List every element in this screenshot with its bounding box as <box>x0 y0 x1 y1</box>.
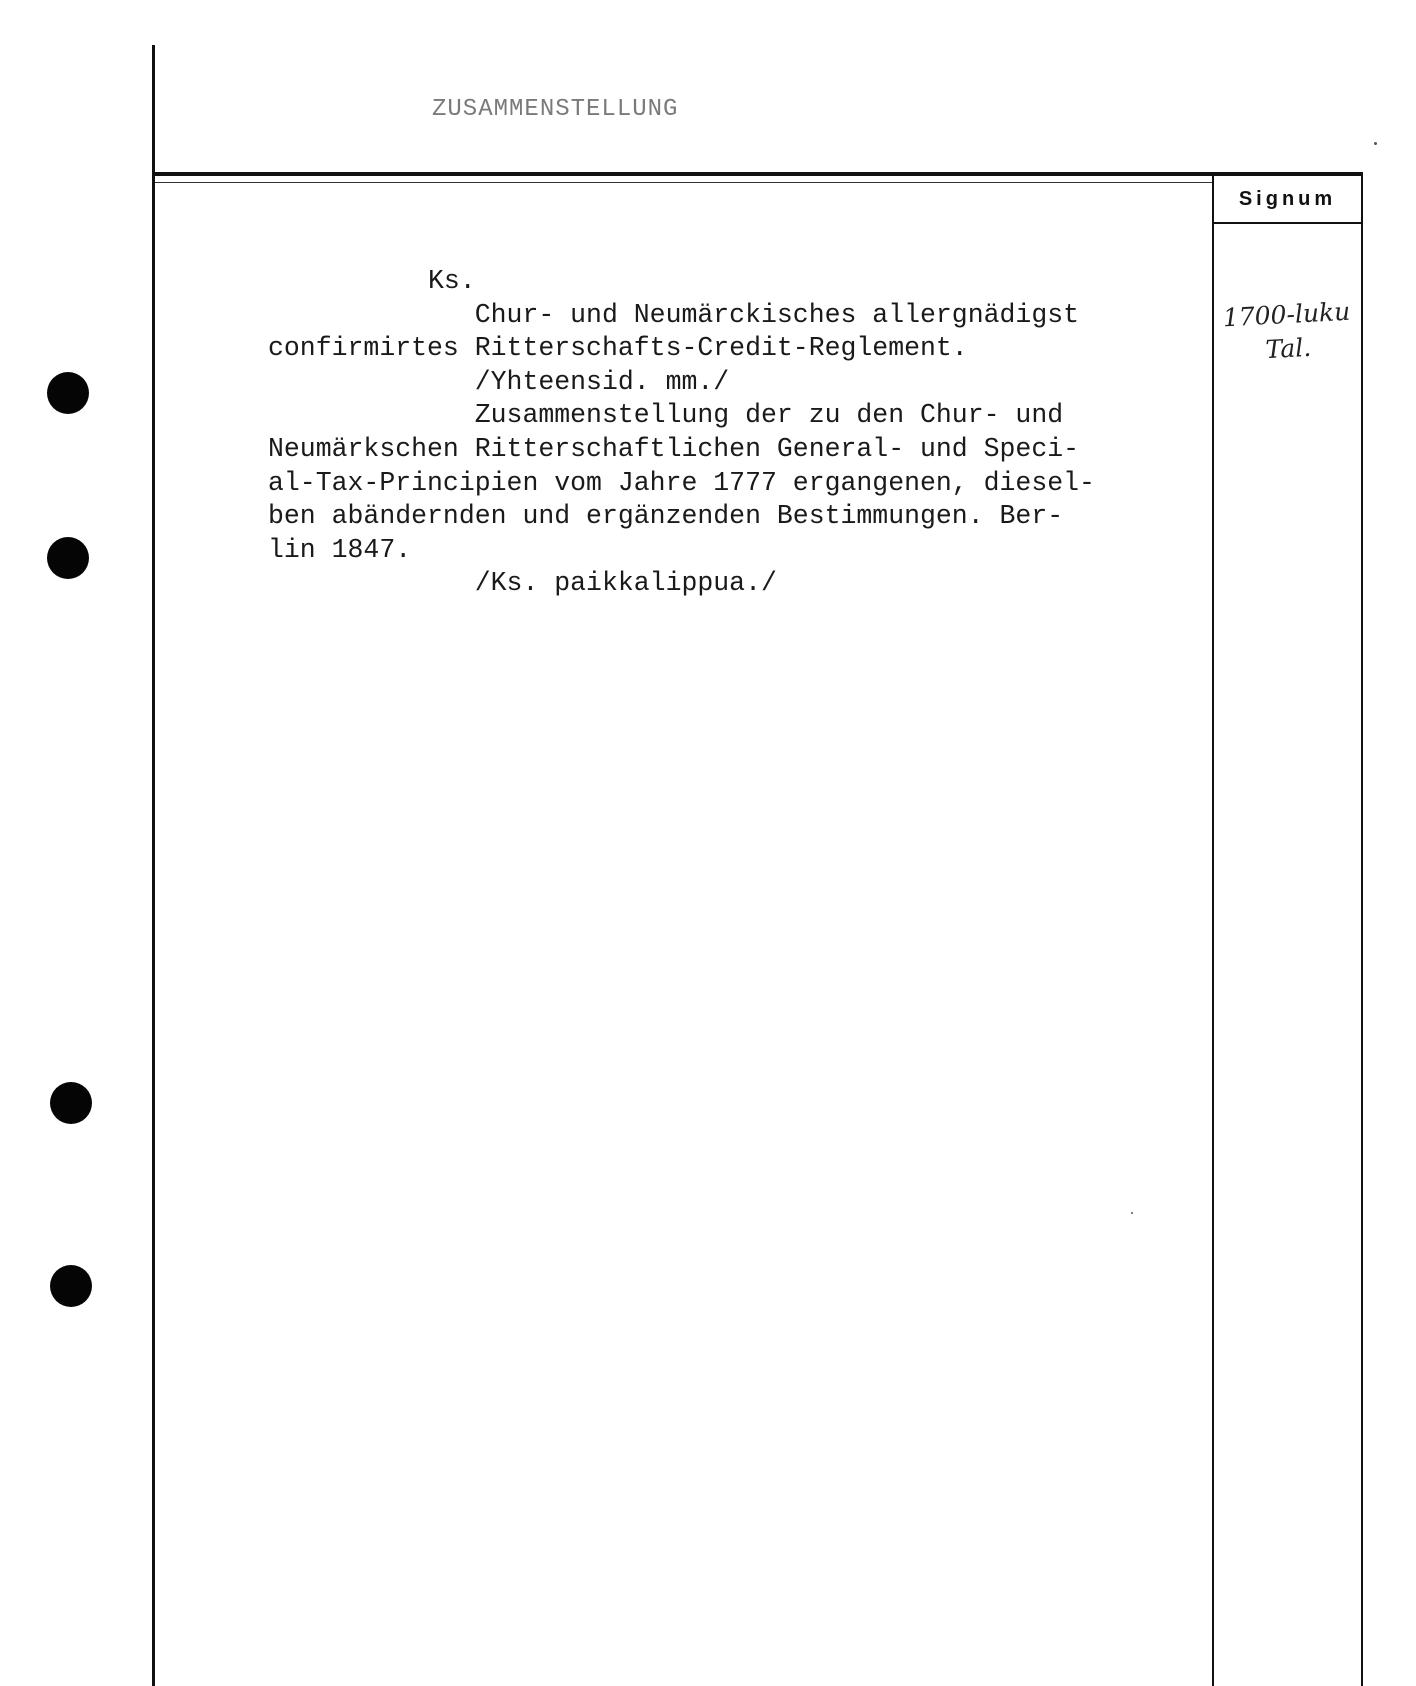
entry-line: Neumärkschen Ritterschaftlichen General- und Speci- <box>268 433 1080 464</box>
signum-note-line: 1700-luku <box>1222 296 1351 333</box>
entry-line: lin 1847. <box>268 534 412 565</box>
signum-handwritten-note <box>1212 294 1362 370</box>
entry-line: Zusammenstellung der zu den Chur- und <box>268 400 1064 431</box>
entry-line: al-Tax-Principien vom Jahre 1777 ergangenen, diesel- <box>268 467 1095 498</box>
left-margin-rule <box>152 45 155 1686</box>
entry-line: ben abändernden und ergänzenden Bestimmungen. Ber- <box>268 501 1064 532</box>
entry-line: /Yhteensid. mm./ <box>268 366 730 397</box>
punch-hole <box>47 537 89 579</box>
entry-line-ref: Ks. <box>428 266 476 296</box>
catalog-entry <box>268 265 1208 601</box>
signum-header: Signum <box>1214 176 1361 224</box>
punch-hole <box>50 1265 92 1307</box>
paper-speck <box>1131 1212 1133 1214</box>
top-rule-thin <box>155 182 1212 183</box>
signum-column <box>1212 176 1363 1686</box>
top-rule-thick <box>152 172 1363 176</box>
entry-line: confirmirtes Ritterschafts-Credit-Reglement. <box>268 333 968 364</box>
punch-hole <box>47 372 89 414</box>
paper-speck <box>1374 142 1377 145</box>
signum-note-line: Tal. <box>1264 332 1312 365</box>
entry-line: /Ks. paikkalippua./ <box>268 568 777 599</box>
entry-line: Chur- und Neumärckisches allergnädigst <box>268 299 1080 330</box>
punch-hole <box>50 1082 92 1124</box>
heading-stamp: ZUSAMMENSTELLUNG <box>432 96 679 123</box>
